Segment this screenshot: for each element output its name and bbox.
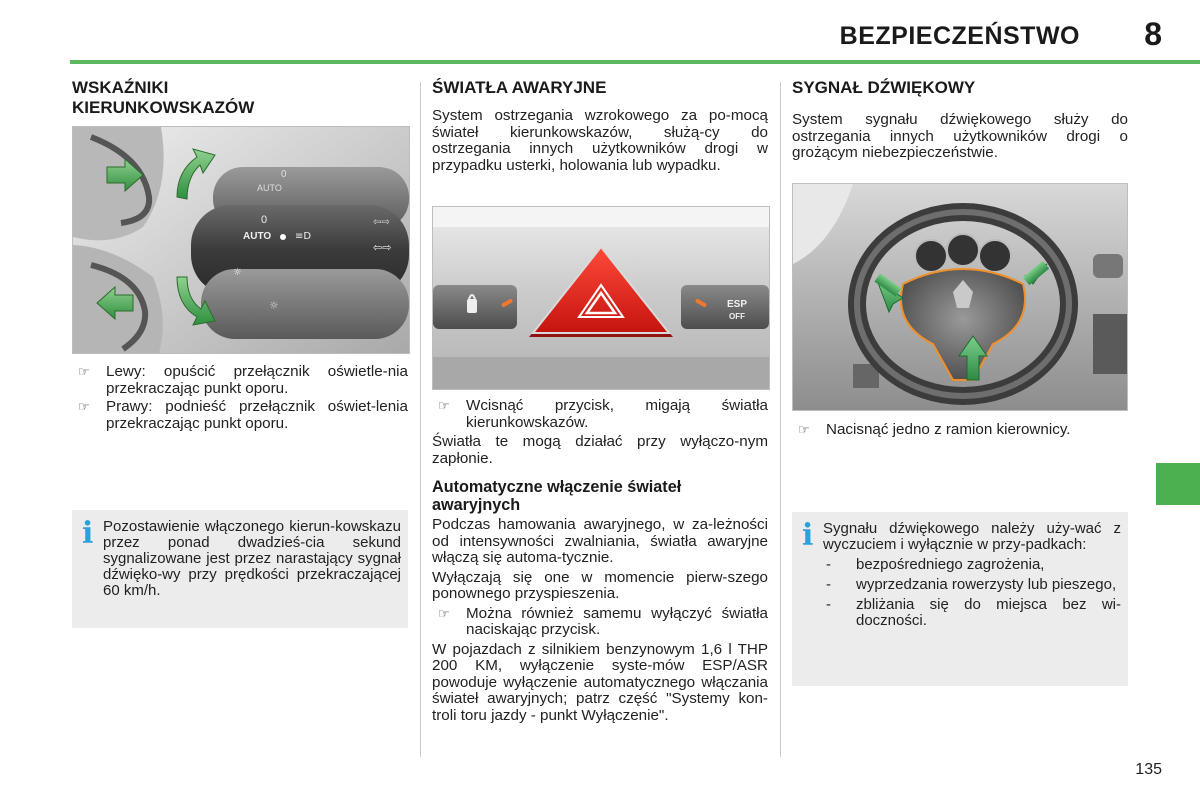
col1-title-line1: WSKAŹNIKI xyxy=(72,78,169,97)
col1-title xyxy=(72,78,412,118)
list-item xyxy=(432,398,768,431)
col2-body xyxy=(432,398,768,724)
info-box xyxy=(792,512,1128,686)
dash-item-text: wyprzedzania rowerzysty lub pieszego, xyxy=(856,576,1117,593)
list-item xyxy=(72,364,408,397)
info-box xyxy=(72,510,408,628)
svg-text:☼: ☼ xyxy=(269,299,279,312)
pointing-hand-icon: ☞ xyxy=(78,399,90,414)
col3-intro: System sygnału dźwiękowego służy do ostrzegania innych użytkowników drogi o grożącym niebezpieczeństwie. xyxy=(792,111,1128,161)
pointing-hand-icon: ☞ xyxy=(438,605,450,621)
dash-item-text: bezpośredniego zagrożenia, xyxy=(856,556,1045,573)
col2-para4: W pojazdach z silnikiem benzynowym 1,6 l THP 200 KM, wyłączenie syste-mów ESP/ASR powoduje wyłączenie automatycznego włączania świateł awaryjnych; patrz część "Systemy kon-troli toru jazdy - punkt Wyłączenie". xyxy=(432,640,768,724)
list-item xyxy=(432,606,768,639)
info-text: Pozostawienie włączonego kierun-kowskazu przez ponad dwadzieś-cia sekund sygnalizowane jest przez narastający sygnał dźwięko-wy przy prędkości przekraczającej 60 km/h. xyxy=(103,518,401,599)
info-icon: i xyxy=(802,518,814,553)
turn-signal-stalk-image xyxy=(72,126,410,354)
col2-para3: Wyłączają się one w momencie pierw-szego ponownego przyspieszenia. xyxy=(432,568,768,602)
col1-title-line2: KIERUNKOWSKAZÓW xyxy=(72,98,255,117)
svg-text:☼: ☼ xyxy=(233,267,242,278)
column-divider xyxy=(780,82,781,757)
list-item: - zbliżania się do miejsca bez wi-doczności. xyxy=(826,596,1121,629)
pointing-hand-icon: ☞ xyxy=(798,422,810,437)
page-number: 135 xyxy=(1135,761,1162,778)
svg-text:≡D: ≡D xyxy=(295,231,312,242)
col2-title: ŚWIATŁA AWARYJNE xyxy=(432,78,607,97)
bullet-text: Lewy: opuścić przełącznik oświetle-nia przekraczając punkt oporu. xyxy=(106,363,408,397)
chapter-number: 8 xyxy=(1144,16,1162,52)
zero-label-top: 0 xyxy=(281,169,287,180)
pointing-hand-icon: ☞ xyxy=(78,364,90,379)
info-content xyxy=(823,521,1121,629)
col2-subtitle-line1: Automatyczne włączenie świateł xyxy=(432,478,682,496)
list-item xyxy=(792,422,1128,439)
pointing-hand-icon: ☞ xyxy=(438,398,450,413)
off-label: OFF xyxy=(729,312,745,321)
svg-text:⇦⇨: ⇦⇨ xyxy=(373,217,390,228)
section-title: BEZPIECZEŃSTWO xyxy=(839,22,1080,50)
col2-para2: Podczas hamowania awaryjnego, w za-leżności od intensywności zwalniania, światła awaryjne włączą się automa-tycznie. xyxy=(432,516,768,566)
auto-label-bottom: AUTO xyxy=(243,231,272,242)
header-rule xyxy=(70,60,1200,64)
list-item: - bezpośredniego zagrożenia, xyxy=(823,557,1121,573)
col1-bullets xyxy=(72,364,408,432)
col3-title: SYGNAŁ DŹWIĘKOWY xyxy=(792,78,976,97)
zero-label-bottom: 0 xyxy=(261,214,268,226)
bullet-text: Można również samemu wyłączyć światła naciskając przycisk. xyxy=(466,604,768,638)
bullet-text: Prawy: podnieść przełącznik oświet-lenia przekraczając punkt oporu. xyxy=(106,398,408,432)
col3-bullet xyxy=(792,422,1128,439)
list-item: - wyprzedzania rowerzysty lub pieszego, xyxy=(823,577,1121,593)
auto-label-top: AUTO xyxy=(257,183,282,193)
esp-label: ESP xyxy=(727,299,748,310)
list-item xyxy=(72,399,408,432)
col2-para1: Światła te mogą działać przy wyłączo-nym zapłonie. xyxy=(432,433,768,467)
col2-subtitle-line2: awaryjnych xyxy=(432,496,521,514)
bullet-text: Wcisnąć przycisk, migają światła kierunkowskazów. xyxy=(466,397,768,431)
info-text: Sygnału dźwiękowego należy uży-wać z wyczuciem i wyłącznie w przy-padkach: xyxy=(823,520,1121,553)
svg-text:⇦⇨: ⇦⇨ xyxy=(373,241,392,254)
column-divider xyxy=(420,82,421,757)
col2-intro: System ostrzegania wzrokowego za po-mocą świateł kierunkowskazów, służą-cy do ostrzegania innych użytkowników drogi w przypadku usterki, holowania lub wypadku. xyxy=(432,107,768,174)
dash-item-text: zbliżania się do miejsca bez wi-doczności. xyxy=(856,596,1121,629)
chapter-tab xyxy=(1156,463,1200,505)
info-icon: i xyxy=(82,516,94,551)
bullet-text: Nacisnąć jedno z ramion kierownicy. xyxy=(826,421,1071,438)
steering-wheel-image xyxy=(792,183,1128,411)
hazard-button-image xyxy=(432,206,770,390)
